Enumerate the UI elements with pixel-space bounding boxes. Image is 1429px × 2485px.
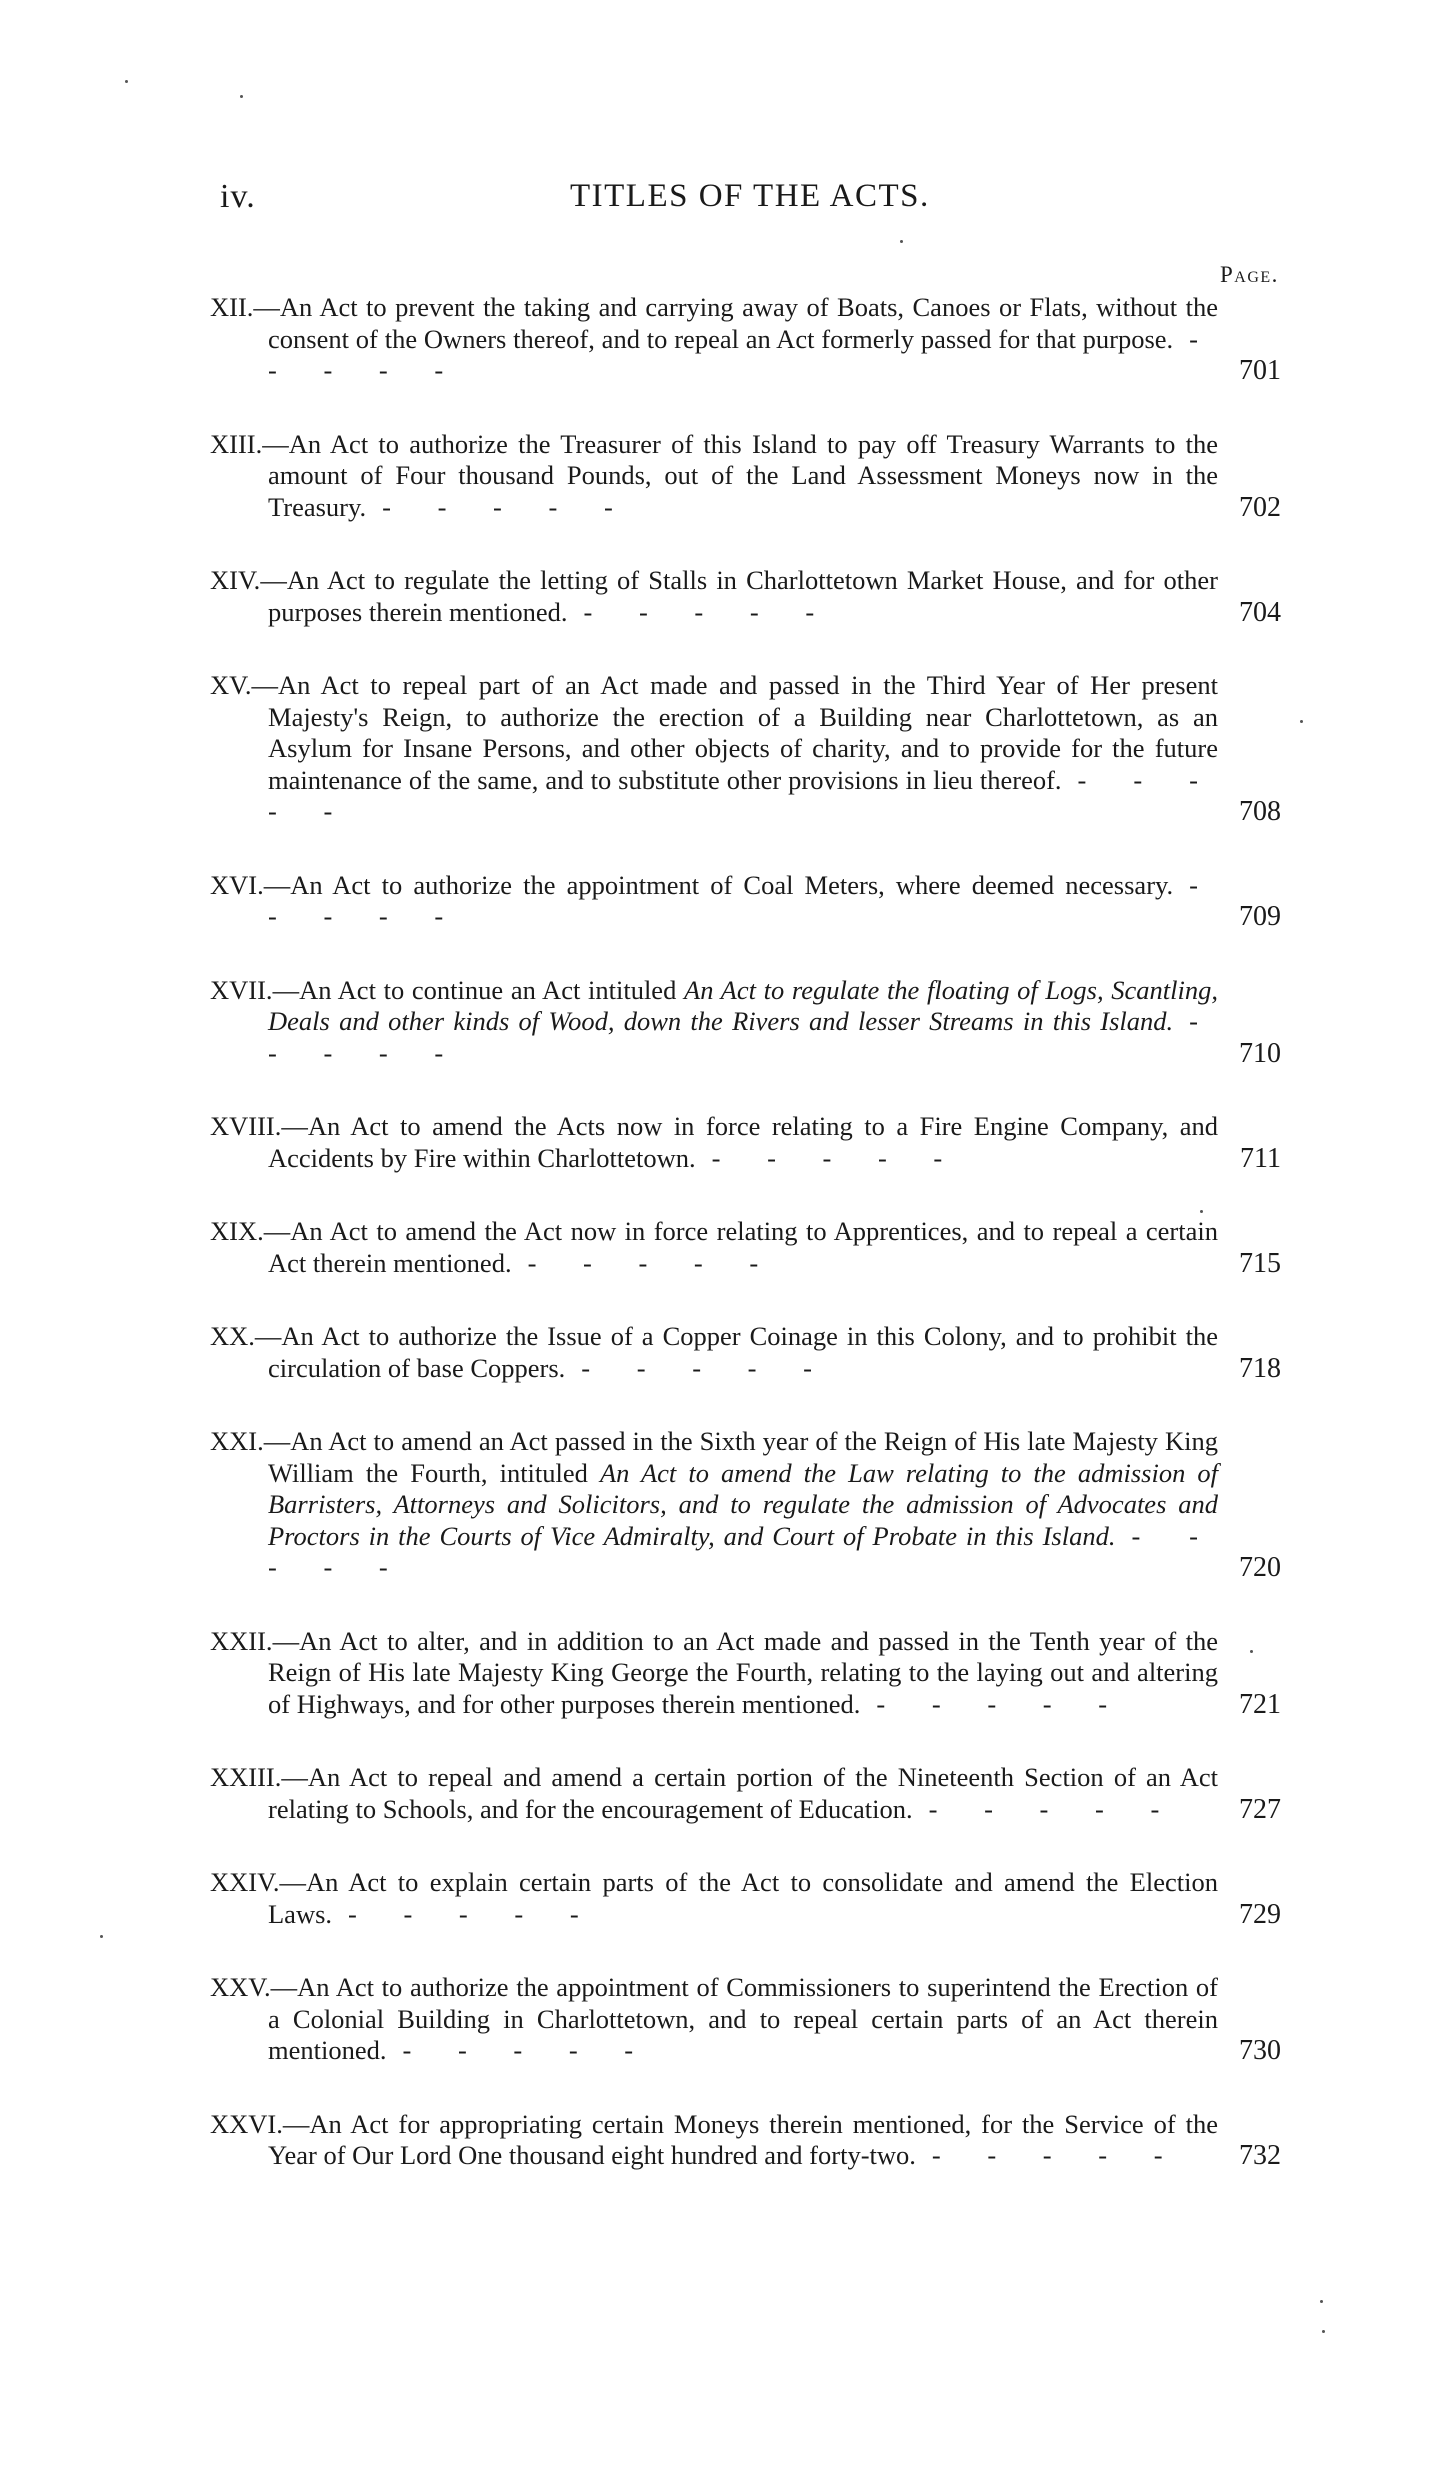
- act-entry: [0, 292, 1429, 387]
- act-text: —An Act to prevent the taking and carrying away of Boats, Canoes or Flats, without the consent of the Owners thereof, and to repeal an Act formerly passed for that purpose.: [253, 292, 1218, 354]
- act-numeral: XXIII.: [210, 1762, 282, 1792]
- act-entry: [0, 1626, 1429, 1721]
- act-text: —An Act to authorize the appointment of Commissioners to superintend the Erection of a Colonial Building in Charlottetown, and to repeal certain parts of an Act therein mentioned.: [268, 1972, 1218, 2065]
- act-text: —An Act to amend the Act now in force relating to Apprentices, and to repeal a certain Act therein mentioned.: [263, 1216, 1218, 1278]
- dot-leader: - - - - -: [268, 323, 1218, 385]
- act-title: [210, 292, 1218, 387]
- act-entry: [0, 975, 1429, 1070]
- page-reference: 721: [1239, 1688, 1281, 1720]
- page-reference: 702: [1239, 491, 1281, 523]
- act-text: —An Act to repeal part of an Act made and passed in the Third Year of Her present Majesty's Reign, to authorize the erection of a Building near Charlottetown, as an Asylum for Insane Persons, and other objects of charity, and to provide for the future maintenance of the same, and to substitute other provisions in lieu thereof.: [251, 670, 1218, 795]
- dot-leader: - - - - -: [268, 764, 1218, 826]
- act-entry: [0, 1972, 1429, 2067]
- dot-leader: - - - - -: [268, 869, 1218, 931]
- act-title: [210, 1426, 1218, 1584]
- print-speck: [1200, 1210, 1203, 1213]
- page-reference: 715: [1239, 1247, 1281, 1279]
- dot-leader: - - - - -: [382, 491, 633, 522]
- act-title: [210, 670, 1218, 828]
- act-text: —An Act to repeal and amend a certain portion of the Nineteenth Section of an Act relating to Schools, and for the encouragement of Education.: [268, 1762, 1218, 1824]
- act-numeral: XVIII.: [210, 1111, 282, 1141]
- act-numeral: XV.: [210, 670, 252, 700]
- act-title: [210, 1111, 1218, 1174]
- page-number: iv.: [220, 178, 256, 215]
- act-numeral: XVI.: [210, 869, 264, 900]
- act-text: —An Act to amend the Acts now in force relating to a Fire Engine Company, and Accidents by Fire within Charlottetown.: [268, 1111, 1218, 1173]
- act-text: —An Act to authorize the Treasurer of this Island to pay off Treasury Warrants to the amount of Four thousand Pounds, out of the Land Assessment Moneys now in the Treasury.: [262, 428, 1218, 522]
- act-title: [210, 565, 1218, 628]
- page-column-label: Page.: [1220, 262, 1279, 287]
- page-reference: 732: [1239, 2140, 1281, 2171]
- act-entry: [0, 1867, 1429, 1930]
- act-title: [210, 1626, 1218, 1721]
- act-numeral: XIX.: [210, 1216, 264, 1246]
- act-text: —An Act to authorize the Issue of a Copper Coinage in this Colony, and to prohibit the circulation of base Coppers.: [254, 1321, 1218, 1383]
- page-reference: 718: [1239, 1352, 1281, 1384]
- act-numeral: XII.: [210, 292, 254, 322]
- act-numeral: XXV.: [210, 1972, 271, 2002]
- print-speck: [1320, 2300, 1323, 2303]
- act-entry: [0, 1762, 1429, 1825]
- act-title: [210, 1867, 1218, 1930]
- page-reference: 708: [1239, 796, 1281, 827]
- page-reference: 701: [1239, 355, 1281, 386]
- act-numeral: XXVI.: [210, 2108, 283, 2139]
- act-text: —An Act to explain certain parts of the Act to consolidate and amend the Election Laws.: [268, 1867, 1218, 1929]
- dot-leader: - - - - -: [268, 1520, 1219, 1582]
- act-entry: [0, 429, 1429, 524]
- page-header: [0, 178, 1429, 228]
- act-numeral: XIII.: [210, 428, 263, 459]
- act-text: —An Act to regulate the letting of Stalls in Charlottetown Market House, and for other purposes therein mentioned.: [260, 565, 1218, 627]
- dot-leader: - - - - -: [581, 1352, 832, 1383]
- page-reference: 709: [1239, 901, 1281, 932]
- act-numeral: XX.: [210, 1321, 255, 1351]
- page-reference: 704: [1239, 596, 1281, 628]
- print-speck: [900, 240, 903, 243]
- act-entry: [0, 1216, 1429, 1279]
- dot-leader: - - - - -: [268, 1006, 1218, 1068]
- dot-leader: - - - - -: [876, 1688, 1128, 1719]
- act-title: [210, 2109, 1218, 2172]
- running-title: TITLES OF THE ACTS.: [570, 178, 930, 214]
- page-reference: 711: [1240, 1142, 1281, 1174]
- act-entry: [0, 870, 1429, 933]
- act-numeral: XXII.: [210, 1625, 273, 1656]
- page-reference: 710: [1239, 1037, 1281, 1069]
- act-numeral: XVII.: [210, 974, 273, 1005]
- act-entry: [0, 2109, 1429, 2172]
- act-numeral: XIV.: [210, 565, 261, 595]
- act-numeral: XXI.: [210, 1426, 264, 1456]
- act-cited-title: An Act to regulate the floating of Logs, Scantling, Deals and other kinds of Wood, down the Rivers and lesser Streams in this Island.: [268, 974, 1218, 1036]
- act-title: [210, 429, 1218, 524]
- dot-leader: - - - - -: [527, 1247, 779, 1278]
- dot-leader: - - - - -: [348, 1898, 599, 1929]
- print-speck: [1322, 2330, 1325, 2333]
- dot-leader: - - - - -: [402, 2035, 654, 2065]
- act-title: [210, 870, 1218, 933]
- print-speck: [1250, 1650, 1253, 1653]
- print-speck: [125, 80, 128, 83]
- act-entry: [0, 1111, 1429, 1174]
- act-numeral: XXIV.: [210, 1867, 280, 1897]
- act-entry: [0, 565, 1429, 628]
- dot-leader: - - - - -: [711, 1142, 963, 1173]
- act-text: —An Act to alter, and in addition to an Act made and passed in the Tenth year of the Reign of His late Majesty King George the Fourth, relating to the laying out and altering of Highways, and for other purposes therein mentioned.: [268, 1625, 1218, 1719]
- act-text: —An Act to authorize the appointment of Coal Meters, where deemed necessary.: [263, 869, 1174, 900]
- print-speck: [240, 95, 243, 98]
- print-speck: [100, 1935, 103, 1938]
- page-reference: 727: [1239, 1793, 1281, 1825]
- page-reference: 729: [1239, 1898, 1281, 1930]
- act-title: [210, 1321, 1218, 1384]
- act-entry: [0, 1426, 1429, 1584]
- act-title: [210, 1762, 1218, 1825]
- dot-leader: - - - - -: [931, 2140, 1183, 2170]
- page-reference: 730: [1239, 2035, 1281, 2066]
- acts-list: [0, 292, 1429, 2214]
- act-text: —An Act to continue an Act intituled: [272, 974, 677, 1005]
- act-entry: [0, 1321, 1429, 1384]
- act-entry: [0, 670, 1429, 828]
- print-speck: [1300, 720, 1303, 723]
- act-text: —An Act to amend an Act passed in the Sixth year of the Reign of His late Majesty King William the Fourth, intituled: [263, 1426, 1218, 1488]
- dot-leader: - - - - -: [583, 596, 835, 627]
- act-title: [210, 975, 1218, 1070]
- act-cited-title: An Act to amend the Law relating to the admission of Barristers, Attorneys and Solicitors, and to regulate the admission of Advocates and Proctors in the Courts of Vice Admiralty, and Court of Probate in this Island.: [268, 1457, 1219, 1551]
- act-title: [210, 1216, 1218, 1279]
- act-title: [210, 1972, 1218, 2067]
- dot-leader: - - - - -: [928, 1793, 1180, 1824]
- act-text: —An Act for appropriating certain Moneys therein mentioned, for the Service of the Year of Our Lord One thousand eight hundred and forty-two.: [268, 2108, 1218, 2170]
- page-reference: 720: [1239, 1552, 1281, 1583]
